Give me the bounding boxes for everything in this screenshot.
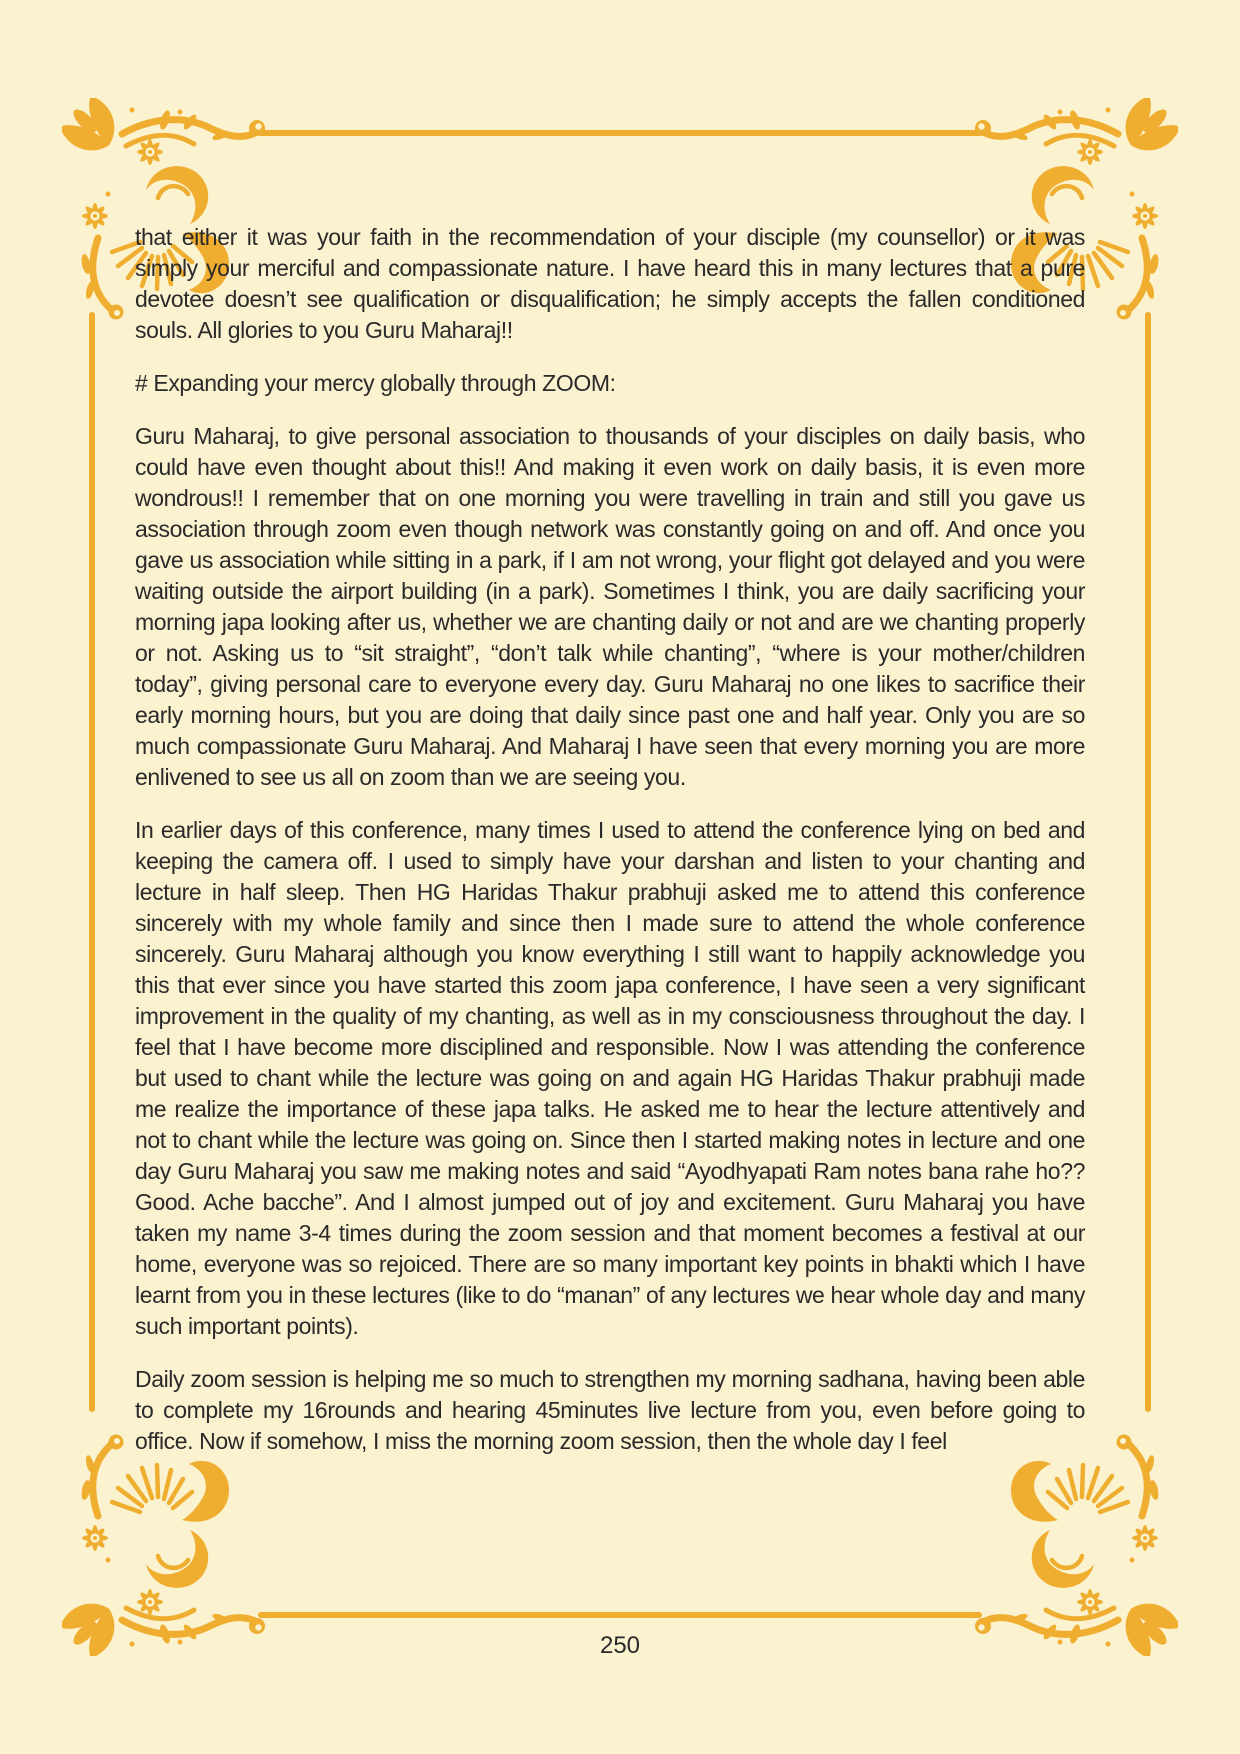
- body-paragraph: Daily zoom session is helping me so much to strengthen my morning sadhana, having been able to complete my 16rounds and hearing 45minutes live lecture from you, even before going to office. Now if somehow, I miss the morning zoom session, then the whole day I feel: [135, 1366, 1085, 1454]
- left-border-line: [89, 312, 95, 1412]
- page-number: 250: [599, 1632, 641, 1659]
- page-body: [135, 222, 1085, 1479]
- body-paragraph: In earlier days of this conference, many times I used to attend the conference lying on bed and keeping the camera off. I used to simply have your darshan and listen to your chanting and lecture in half sleep. Then HG Haridas Thakur prabhuji asked me to attend this conference sincerely with my whole family and since then I made sure to attend the whole conference sincerely. Guru Maharaj although you know everything I still want to happily acknowledge you this that ever since you have started this zoom japa conference, I have seen a very significant improvement in the quality of my chanting, as well as in my consciousness throughout the day. I feel that I have become more disciplined and responsible. Now I was attending the conference but used to chant while the lecture was going on and again HG Haridas Thakur prabhuji made me realize the importance of these japa talks. He asked me to hear the lecture attentively and not to chant while the lecture was going on. Since then I started making notes in lecture and one day Guru Maharaj you saw me making notes and said “Ayodhyapati Ram notes bana rahe ho?? Good. Ache bacche”. And I almost jumped out of joy and excitement. Guru Maharaj you have taken my name 3-4 times during the zoom session and that moment becomes a festival at our home, everyone was so rejoiced. There are so many important key points in bhakti which I have learnt from you in these lectures (like to do “manan” of any lectures we hear whole day and many such important points).: [135, 817, 1085, 1339]
- body-paragraph: Guru Maharaj, to give personal association to thousands of your disciples on daily basis, who could have even thought about this!! And making it even work on daily basis, it is even more wondrous!! I remember that on one morning you were travelling in train and still you gave us association through zoom even though network was constantly going on and off. And once you gave us association while sitting in a park, if I am not wrong, your flight got delayed and you were waiting outside the airport building (in a park). Sometimes I think, you are daily sacrificing your morning japa looking after us, whether we are chanting daily or not and are we chanting properly or not. Asking us to “sit straight”, “don’t talk while chanting”, “where is your mother/children today”, giving personal care to everyone every day. Guru Maharaj no one likes to sacrifice their early morning hours, but you are doing that daily since past one and half year. Only you are so much compassionate Guru Maharaj. And Maharaj I have seen that every morning you are more enlivened to see us all on zoom than we are seeing you.: [135, 423, 1085, 790]
- section-heading: # Expanding your mercy globally through ZOOM:: [135, 370, 616, 396]
- body-paragraph: that either it was your faith in the recommendation of your disciple (my counsellor) or it was simply your merciful and compassionate nature. I have heard this in many lectures that a pure devotee doesn’t see qualification or disqualification; he simply accepts the fallen conditioned souls. All glories to you Guru Maharaj!!: [135, 224, 1085, 343]
- right-border-line: [1145, 312, 1151, 1412]
- bottom-border-line: [258, 1612, 982, 1618]
- top-border-line: [258, 130, 982, 136]
